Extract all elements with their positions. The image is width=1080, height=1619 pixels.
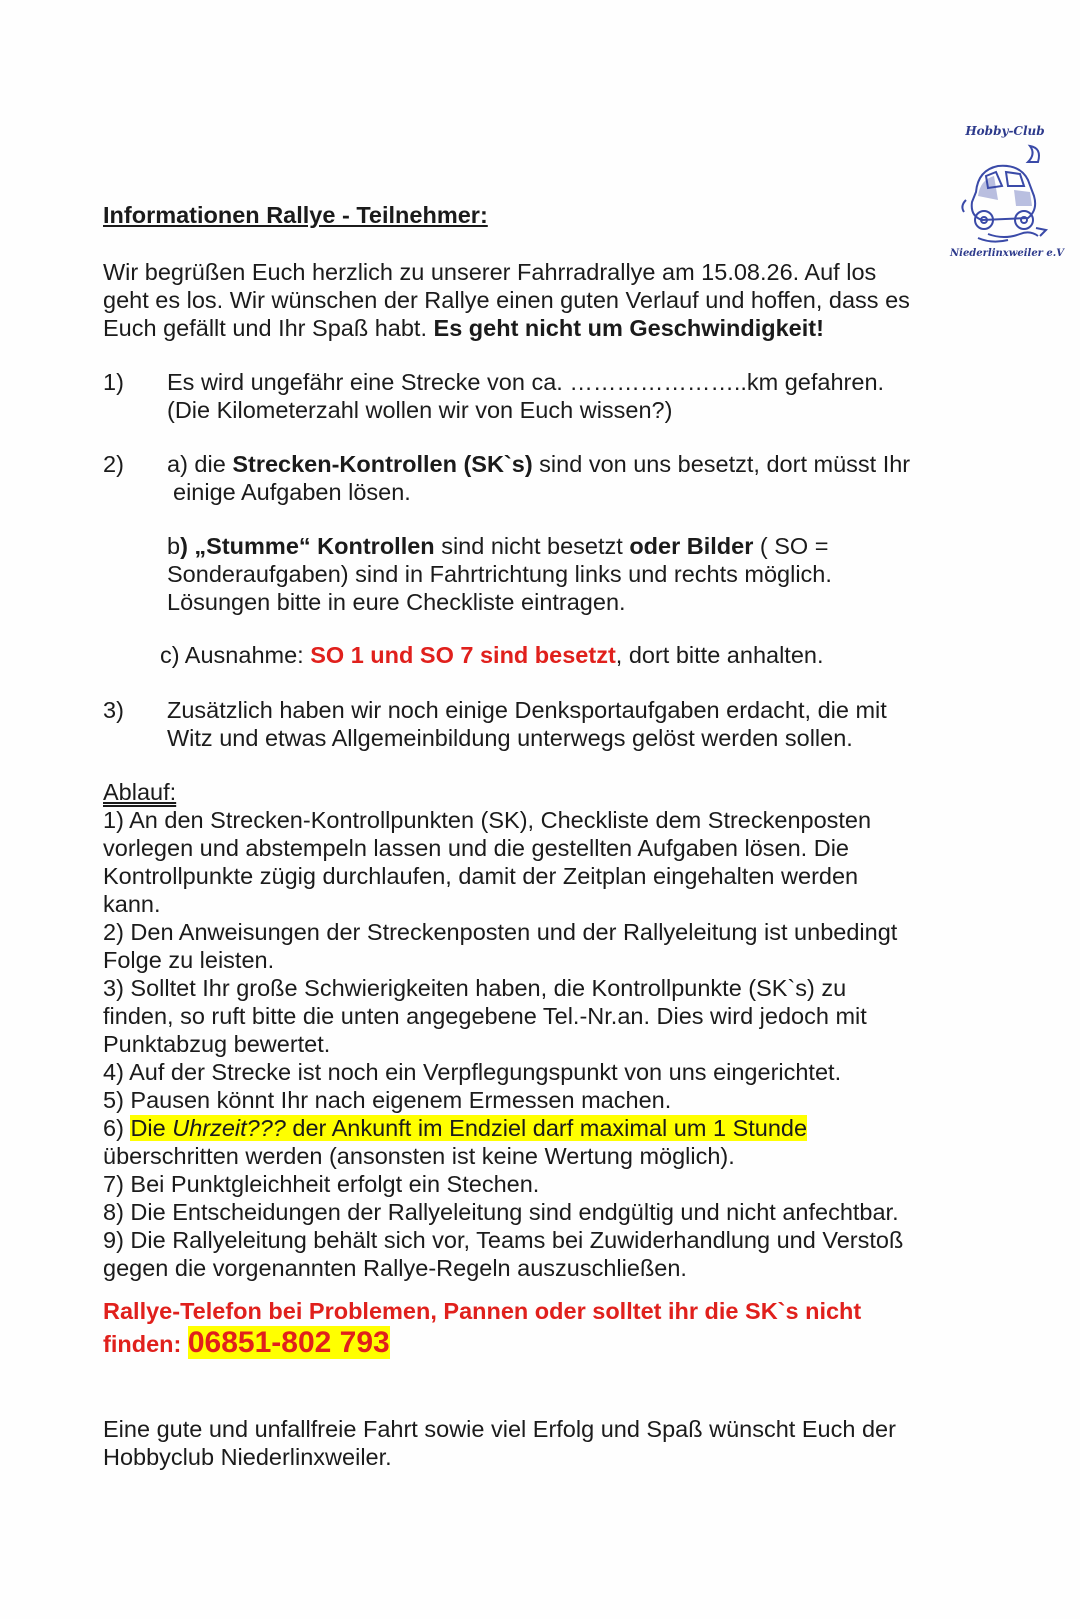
item-2b-line-2: Sonderaufgaben) sind in Fahrtrichtung links und rechts möglich. — [167, 561, 832, 587]
item-2b-prefix: b — [167, 533, 181, 559]
ablauf-title: Ablauf: — [103, 779, 177, 805]
item-2b-bold-1: ) „Stumme“ Kontrollen — [180, 533, 435, 559]
intro-bold-statement: Es geht nicht um Geschwindigkeit! — [433, 315, 824, 341]
item-2c-prefix: c) Ausnahme: — [160, 642, 311, 668]
closing-line-2: Hobbyclub Niederlinxweiler. — [103, 1444, 392, 1470]
ablauf-line-6 — [103, 1114, 993, 1142]
ablauf-line: 2) Den Anweisungen der Streckenposten und der Rallyeleitung ist unbedingt — [103, 919, 898, 945]
car-logo-icon — [958, 140, 1052, 248]
item-3-number: 3) — [103, 697, 124, 723]
item-2b-line-3: Lösungen bitte in eure Checkliste eintragen. — [167, 589, 626, 615]
ablauf-line: Folge zu leisten. — [103, 947, 275, 973]
closing-line-1: Eine gute und unfallfreie Fahrt sowie viel Erfolg und Spaß wünscht Euch der — [103, 1416, 896, 1442]
ablauf-line-6-hl-italic: Uhrzeit??? — [172, 1115, 286, 1141]
phone-number: 06851-802 793 — [187, 1326, 390, 1359]
item-2c-red-text: SO 1 und SO 7 sind besetzt — [310, 642, 616, 668]
ablauf-line-6-hl-end: der Ankunft im Endziel darf maximal um 1 Stunde — [285, 1115, 808, 1141]
ablauf-line: finden, so ruft bitte die unten angegebene Tel.-Nr.an. Dies wird jedoch mit — [103, 1003, 867, 1029]
ablauf-line: 3) Solltet Ihr große Schwierigkeiten haben, die Kontrollpunkte (SK`s) zu — [103, 975, 847, 1001]
ablauf-line-6-highlight — [130, 1115, 807, 1141]
ablauf-line: gegen die vorgenannten Rallye-Regeln auszuschließen. — [103, 1255, 687, 1281]
ablauf-line: vorlegen und abstempeln lassen und die gestellten Aufgaben lösen. Die — [103, 835, 849, 861]
club-logo — [950, 118, 1065, 266]
intro-line-1: Wir begrüßen Euch herzlich zu unserer Fahrradrallye am 15.08.26. Auf los — [103, 259, 877, 285]
item-1-line-1: Es wird ungefähr eine Strecke von ca. …………………..km gefahren. — [167, 369, 885, 395]
item-3-line-2: Witz und etwas Allgemeinbildung unterwegs gelöst werden sollen. — [167, 725, 853, 751]
ablauf-line-6-hl-start: Die — [130, 1115, 173, 1141]
item-2b-suffix: ( SO = — [753, 533, 829, 559]
intro-line-3-text: Euch gefällt und Ihr Spaß habt. — [103, 315, 434, 341]
logo-top-text: Hobby-Club — [965, 124, 1045, 138]
ablauf-section — [103, 778, 993, 1282]
item-1-number: 1) — [103, 369, 124, 395]
item-2a-suffix: sind von uns besetzt, dort müsst Ihr — [532, 451, 911, 477]
item-2a-line-2: einige Aufgaben lösen. — [173, 479, 411, 505]
ablauf-line: 5) Pausen könnt Ihr nach eigenem Ermessen machen. — [103, 1087, 672, 1113]
item-3-text — [167, 696, 993, 752]
item-2b-mid: sind nicht besetzt — [434, 533, 630, 559]
ablauf-line: 7) Bei Punktgleichheit erfolgt ein Stechen. — [103, 1171, 540, 1197]
intro-paragraph — [103, 258, 993, 342]
ablauf-line-6-number: 6) — [103, 1115, 131, 1141]
item-3-line-1: Zusätzlich haben wir noch einige Denksportaufgaben erdacht, die mit — [167, 697, 887, 723]
item-2b-line-1 — [167, 532, 993, 560]
item-2a — [167, 450, 993, 506]
item-2b-bold-2: oder Bilder — [629, 533, 754, 559]
ablauf-line: 4) Auf der Strecke ist noch ein Verpflegungspunkt von uns eingerichtet. — [103, 1059, 842, 1085]
ablauf-line: 8) Die Entscheidungen der Rallyeleitung sind endgültig und nicht anfechtbar. — [103, 1199, 899, 1225]
item-2a-prefix: a) die — [167, 451, 233, 477]
item-1-line-2: (Die Kilometerzahl wollen wir von Euch wissen?) — [167, 397, 673, 423]
closing-paragraph — [103, 1415, 993, 1471]
ablauf-line: Punktabzug bewertet. — [103, 1031, 331, 1057]
item-2c-suffix: , dort bitte anhalten. — [615, 642, 824, 668]
item-1-text — [167, 368, 993, 424]
intro-line-2: geht es los. Wir wünschen der Rallye einen guten Verlauf und hoffen, dass es — [103, 287, 910, 313]
ablauf-line: 1) An den Strecken-Kontrollpunkten (SK), Checkliste dem Streckenposten — [103, 807, 872, 833]
item-2-number: 2) — [103, 451, 124, 477]
phone-line-2 — [103, 1325, 993, 1362]
ablauf-line: kann. — [103, 891, 161, 917]
phone-label: finden: — [103, 1331, 188, 1357]
phone-line-1: Rallye-Telefon bei Problemen, Pannen oder solltet ihr die SK`s nicht — [103, 1298, 862, 1324]
item-2a-bold: Strecken-Kontrollen (SK`s) — [232, 451, 533, 477]
item-2b-text — [167, 532, 993, 616]
item-2a-line-1 — [167, 450, 993, 478]
ablauf-line: Kontrollpunkte zügig durchlaufen, damit der Zeitplan eingehalten werden — [103, 863, 859, 889]
ablauf-line: überschritten werden (ansonsten ist keine Wertung möglich). — [103, 1143, 735, 1169]
phone-section — [103, 1297, 993, 1362]
document-title: Informationen Rallye - Teilnehmer: — [103, 202, 488, 228]
ablauf-line: 9) Die Rallyeleitung behält sich vor, Teams bei Zuwiderhandlung und Verstoß — [103, 1227, 904, 1253]
logo-bottom-text: Niederlinxweiler e.V — [950, 248, 1065, 259]
item-2c-line — [160, 641, 993, 669]
intro-line-3 — [103, 314, 993, 342]
